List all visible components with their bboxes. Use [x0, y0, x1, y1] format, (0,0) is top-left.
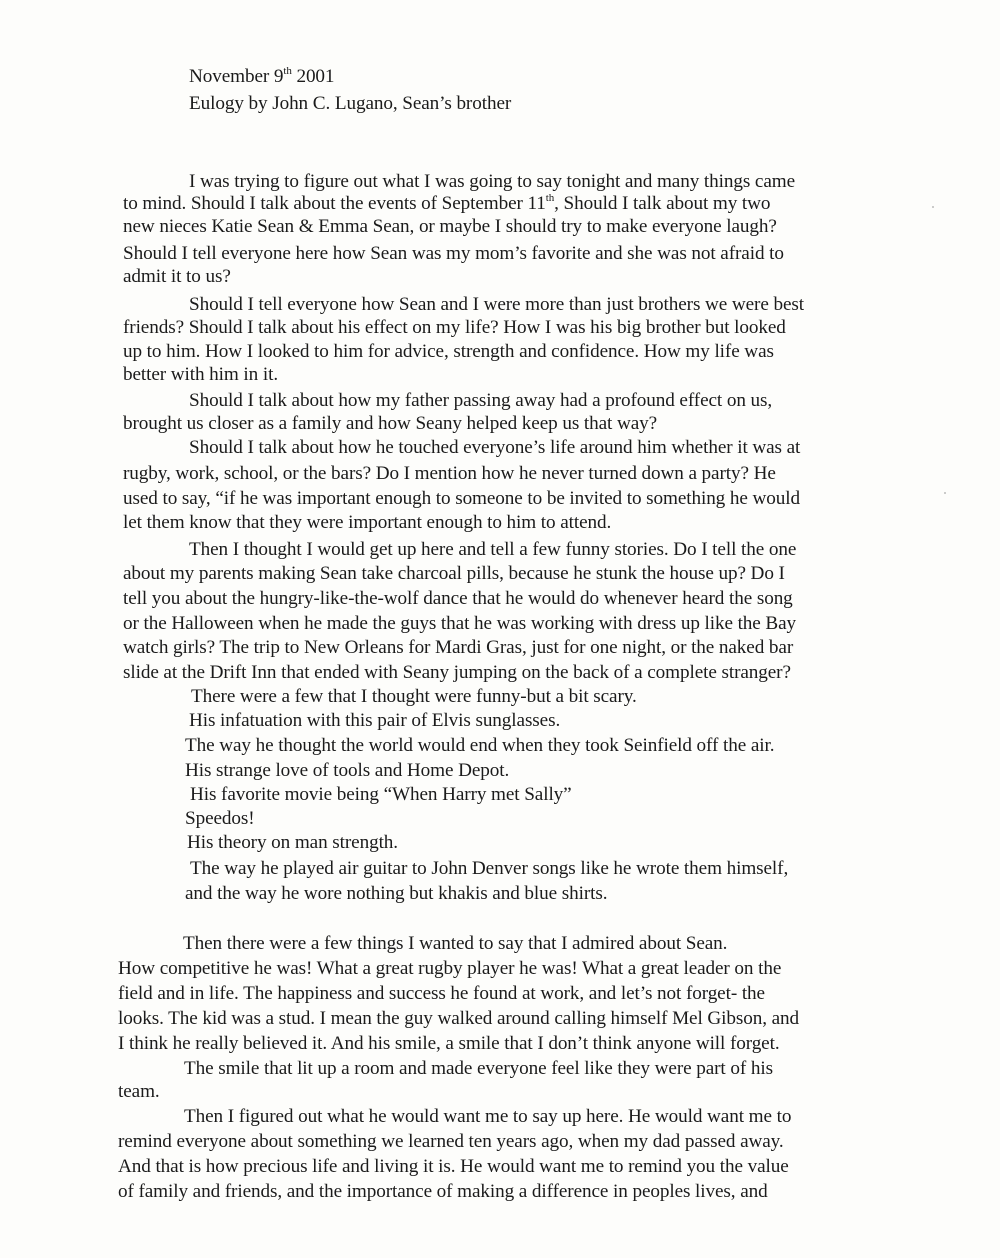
body-line: looks. The kid was a stud. I mean the guy walked around calling himself Mel Gibson, and [118, 1008, 800, 1029]
body-line: Should I tell everyone here how Sean was my mom’s favorite and she was not afraid to [123, 243, 784, 264]
body-line: tell you about the hungry-like-the-wolf dance that he would do whenever heard the song [123, 588, 793, 609]
body-line: How competitive he was! What a great rugby player he was! What a great leader on the [118, 958, 782, 979]
body-line: let them know that they were important enough to him to attend. [123, 512, 612, 533]
body-line: Should I talk about how he touched everyone’s life around him whether it was at [189, 437, 801, 458]
body-line: friends? Should I talk about his effect on my life? How I was his big brother but looked [123, 317, 786, 338]
body-line: of family and friends, and the importance of making a difference in peoples lives, and [118, 1181, 768, 1202]
list-item: The way he thought the world would end when they took Seinfield off the air. [185, 735, 775, 756]
list-item: Speedos! [185, 808, 255, 829]
body-line-tail: , Should I talk about my two [554, 193, 771, 214]
body-line: Should I talk about how my father passing away had a profound effect on us, [189, 390, 773, 411]
document-date [189, 66, 334, 88]
body-line: Then there were a few things I wanted to say that I admired about Sean. [183, 933, 728, 954]
body-line-text: to mind. Should I talk about the events of September 11 [123, 193, 546, 214]
list-item: His theory on man strength. [187, 832, 398, 853]
document-byline: Eulogy by John C. Lugano, Sean’s brother [189, 93, 512, 114]
body-line: remind everyone about something we learned ten years ago, when my dad passed away. [118, 1131, 784, 1152]
body-line: or the Halloween when he made the guys that he was working with dress up like the Bay [123, 613, 797, 634]
date-superscript: th [283, 65, 292, 77]
body-line: brought us closer as a family and how Seany helped keep us that way? [123, 413, 658, 434]
body-line: Then I figured out what he would want me to say up here. He would want me to [184, 1106, 792, 1127]
body-line: I think he really believed it. And his smile, a smile that I don’t think anyone will forget. [118, 1033, 780, 1054]
body-line: admit it to us? [123, 266, 231, 287]
body-line: Then I thought I would get up here and tell a few funny stories. Do I tell the one [189, 539, 797, 560]
list-item: His favorite movie being “When Harry met Sally” [190, 784, 572, 805]
body-line: team. [118, 1081, 160, 1102]
list-item: His strange love of tools and Home Depot. [185, 760, 510, 781]
body-line: I was trying to figure out what I was going to say tonight and many things came [189, 171, 795, 192]
body-line: rugby, work, school, or the bars? Do I mention how he never turned down a party? He [123, 463, 776, 484]
body-line: used to say, “if he was important enough to someone to be invited to something he would [123, 488, 800, 509]
body-line: watch girls? The trip to New Orleans for Mardi Gras, just for one night, or the naked bar [123, 637, 794, 658]
scan-speck [932, 206, 934, 208]
list-item: His infatuation with this pair of Elvis sunglasses. [189, 710, 561, 731]
body-line [123, 193, 770, 215]
list-item: There were a few that I thought were funny-but a bit scary. [191, 686, 637, 707]
date-superscript: th [545, 192, 555, 204]
body-line: better with him in it. [123, 364, 279, 385]
list-item: and the way he wore nothing but khakis and blue shirts. [185, 883, 608, 904]
body-line: Should I tell everyone how Sean and I were more than just brothers we were best [189, 294, 804, 315]
list-item: The way he played air guitar to John Denver songs like he wrote them himself, [190, 858, 789, 879]
body-line: new nieces Katie Sean & Emma Sean, or maybe I should try to make everyone laugh? [123, 216, 777, 237]
scan-speck [944, 492, 946, 494]
body-line: about my parents making Sean take charcoal pills, because he stunk the house up? Do I [123, 563, 785, 584]
date-year: 2001 [291, 66, 335, 87]
body-line: up to him. How I looked to him for advice, strength and confidence. How my life was [123, 341, 774, 362]
date-text: November 9 [189, 66, 284, 87]
body-line: The smile that lit up a room and made everyone feel like they were part of his [184, 1058, 773, 1079]
body-line: And that is how precious life and living it is. He would want me to remind you the value [118, 1156, 789, 1177]
body-line: slide at the Drift Inn that ended with Seany jumping on the back of a complete stranger? [123, 662, 791, 683]
body-line: field and in life. The happiness and success he found at work, and let’s not forget- the [118, 983, 765, 1004]
